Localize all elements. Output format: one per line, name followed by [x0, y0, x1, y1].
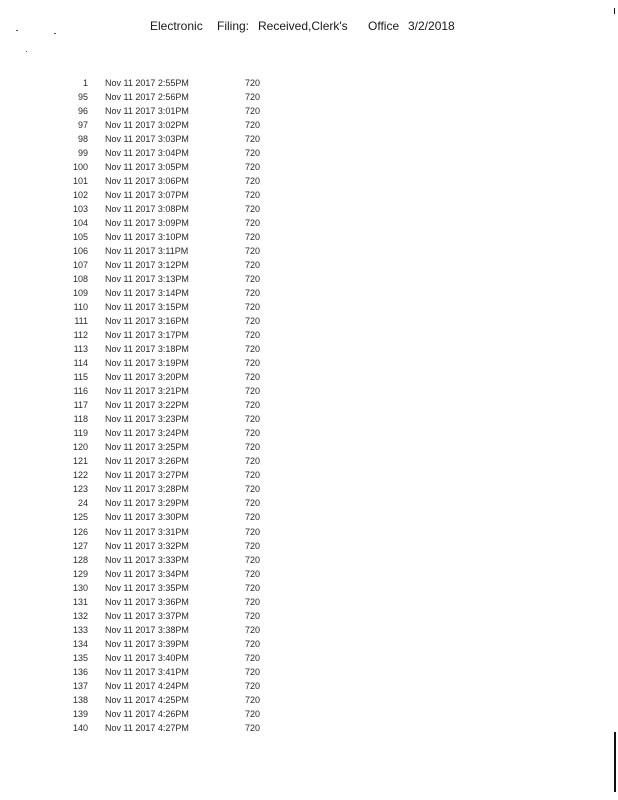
- row-value: 720: [244, 176, 260, 187]
- row-datetime: Nov 11 2017 3:04PM: [105, 148, 189, 159]
- row-value: 720: [244, 344, 260, 355]
- row-datetime: Nov 11 2017 3:40PM: [105, 652, 189, 663]
- row-number: 113: [73, 344, 88, 355]
- table-row: [0, 651, 618, 665]
- row-value: 720: [244, 274, 260, 285]
- row-value: 720: [244, 232, 260, 243]
- row-datetime: Nov 11 2017 3:26PM: [105, 456, 189, 467]
- row-value: 720: [244, 106, 260, 117]
- table-row: [0, 553, 618, 567]
- row-value: 720: [244, 624, 260, 635]
- row-number: 127: [72, 540, 88, 551]
- table-row: [0, 146, 618, 160]
- table-row: [0, 398, 618, 412]
- row-number: 138: [72, 694, 88, 705]
- row-number: 137: [72, 680, 88, 691]
- row-value: 720: [244, 218, 260, 229]
- table-row: [0, 623, 618, 637]
- row-datetime: Nov 11 2017 3:06PM: [105, 176, 189, 187]
- row-datetime: Nov 11 2017 3:24PM: [105, 428, 189, 439]
- row-datetime: Nov 11 2017 3:21PM: [105, 386, 189, 397]
- row-number: 98: [77, 134, 88, 145]
- row-datetime: Nov 11 2017 2:56PM: [105, 92, 189, 103]
- row-value: 720: [244, 694, 260, 705]
- row-value: 720: [244, 442, 260, 453]
- scan-edge-line: [614, 732, 616, 792]
- row-number: 117: [73, 400, 88, 411]
- row-number: 105: [72, 232, 88, 243]
- row-value: 720: [244, 204, 260, 215]
- row-number: 119: [73, 428, 88, 439]
- table-row: [0, 468, 618, 482]
- scan-speck: [26, 51, 27, 52]
- row-number: 97: [77, 120, 88, 131]
- table-row: [0, 314, 618, 328]
- table-row: [0, 679, 618, 693]
- row-number: 133: [72, 624, 88, 635]
- header-filing-date: 3/2/2018: [408, 19, 455, 33]
- row-number: 130: [72, 582, 88, 593]
- row-number: 115: [73, 372, 88, 383]
- row-value: 720: [244, 456, 260, 467]
- row-datetime: Nov 11 2017 3:27PM: [105, 470, 189, 481]
- row-number: 118: [73, 414, 88, 425]
- row-number: 96: [77, 106, 88, 117]
- table-row: [0, 300, 618, 314]
- table-row: [0, 510, 618, 524]
- table-row: [0, 286, 618, 300]
- row-number: 136: [72, 666, 88, 677]
- table-row: [0, 230, 618, 244]
- row-datetime: Nov 11 2017 3:36PM: [105, 596, 189, 607]
- row-value: 720: [244, 596, 260, 607]
- row-datetime: Nov 11 2017 3:25PM: [105, 442, 189, 453]
- table-row: [0, 342, 618, 356]
- row-number: 106: [72, 246, 88, 257]
- row-value: 720: [244, 246, 260, 257]
- row-value: 720: [244, 386, 260, 397]
- row-value: 720: [244, 316, 260, 327]
- row-value: 720: [244, 400, 260, 411]
- table-row: [0, 721, 618, 735]
- table-row: [0, 440, 618, 454]
- table-row: [0, 160, 618, 174]
- table-row: [0, 356, 618, 370]
- row-value: 720: [244, 288, 260, 299]
- row-value: 720: [244, 302, 260, 313]
- table-row: [0, 104, 618, 118]
- table-row: [0, 118, 618, 132]
- table-row: [0, 272, 618, 286]
- row-datetime: Nov 11 2017 3:18PM: [105, 344, 189, 355]
- table-row: [0, 665, 618, 679]
- row-datetime: Nov 11 2017 3:02PM: [105, 120, 189, 131]
- table-row: [0, 202, 618, 216]
- row-value: 720: [244, 414, 260, 425]
- row-datetime: Nov 11 2017 3:34PM: [105, 568, 189, 579]
- row-number: 134: [72, 638, 88, 649]
- row-number: 122: [72, 470, 88, 481]
- row-datetime: Nov 11 2017 3:17PM: [105, 330, 189, 341]
- row-datetime: Nov 11 2017 3:03PM: [105, 134, 189, 145]
- table-row: [0, 567, 618, 581]
- row-number: 1: [82, 78, 88, 88]
- row-value: 720: [244, 428, 260, 439]
- row-number: 139: [72, 708, 88, 719]
- table-row: [0, 174, 618, 188]
- row-value: 720: [244, 610, 260, 621]
- row-number: 108: [72, 274, 88, 285]
- table-row: [0, 90, 618, 104]
- row-datetime: Nov 11 2017 3:41PM: [105, 666, 189, 677]
- row-datetime: Nov 11 2017 3:09PM: [105, 218, 189, 229]
- table-row: [0, 454, 618, 468]
- table-row: [0, 496, 618, 510]
- row-number: 100: [72, 162, 88, 173]
- row-value: 720: [244, 148, 260, 159]
- row-value: 720: [244, 582, 260, 593]
- table-row: [0, 370, 618, 384]
- row-datetime: Nov 11 2017 3:13PM: [105, 274, 189, 285]
- row-value: 720: [244, 260, 260, 271]
- row-number: 101: [72, 176, 88, 187]
- row-datetime: Nov 11 2017 4:25PM: [105, 694, 189, 705]
- row-value: 720: [244, 554, 260, 565]
- row-value: 720: [244, 470, 260, 481]
- table-row: [0, 76, 618, 90]
- row-datetime: Nov 11 2017 3:14PM: [105, 288, 189, 299]
- row-number: 128: [72, 554, 88, 565]
- header-word-office: Office: [368, 19, 400, 33]
- row-value: 720: [244, 722, 260, 733]
- header-word-filing: Filing:: [217, 19, 250, 33]
- row-datetime: Nov 11 2017 3:35PM: [105, 582, 189, 593]
- row-number: 104: [72, 218, 88, 229]
- header-word-received: Received,Clerk's: [258, 19, 348, 33]
- row-value: 720: [244, 134, 260, 145]
- row-number: 114: [73, 358, 88, 369]
- scan-edge-mark: [614, 8, 615, 14]
- row-number: 102: [72, 190, 88, 201]
- row-number: 121: [72, 456, 88, 467]
- table-row: [0, 693, 618, 707]
- row-value: 720: [244, 652, 260, 663]
- row-value: 720: [244, 512, 260, 523]
- row-value: 720: [244, 120, 260, 131]
- row-number: 24: [77, 498, 88, 509]
- row-datetime: Nov 11 2017 4:27PM: [105, 722, 189, 733]
- row-number: 131: [72, 596, 88, 607]
- row-number: 135: [72, 652, 88, 663]
- row-datetime: Nov 11 2017 3:11PM: [105, 246, 189, 257]
- row-value: 720: [244, 484, 260, 495]
- filing-log-table: [0, 76, 618, 735]
- row-number: 109: [72, 288, 88, 299]
- header-word-electronic: Electronic: [150, 19, 203, 33]
- row-datetime: Nov 11 2017 3:33PM: [105, 554, 189, 565]
- scan-speck: [54, 33, 56, 34]
- table-row: [0, 188, 618, 202]
- row-value: 720: [244, 78, 260, 88]
- row-value: 720: [244, 540, 260, 551]
- table-row: [0, 244, 618, 258]
- row-datetime: Nov 11 2017 3:19PM: [105, 358, 189, 369]
- table-row: [0, 216, 618, 230]
- row-datetime: Nov 11 2017 3:38PM: [105, 624, 189, 635]
- row-datetime: Nov 11 2017 3:08PM: [105, 204, 189, 215]
- row-value: 720: [244, 92, 260, 103]
- row-datetime: Nov 11 2017 3:12PM: [105, 260, 189, 271]
- row-datetime: Nov 11 2017 3:16PM: [105, 316, 189, 327]
- row-number: 99: [77, 148, 88, 159]
- row-value: 720: [244, 568, 260, 579]
- row-number: 116: [73, 386, 88, 397]
- table-row: [0, 328, 618, 342]
- table-row: [0, 707, 618, 721]
- row-datetime: Nov 11 2017 3:23PM: [105, 414, 189, 425]
- row-value: 720: [244, 680, 260, 691]
- row-datetime: Nov 11 2017 3:22PM: [105, 400, 189, 411]
- row-number: 107: [72, 260, 88, 271]
- row-value: 720: [244, 708, 260, 719]
- row-number: 111: [74, 316, 88, 327]
- row-value: 720: [244, 498, 260, 509]
- row-number: 95: [77, 92, 88, 103]
- table-row: [0, 539, 618, 553]
- row-number: 123: [72, 484, 88, 495]
- row-value: 720: [244, 358, 260, 369]
- row-datetime: Nov 11 2017 3:29PM: [105, 498, 189, 509]
- row-datetime: Nov 11 2017 4:24PM: [105, 680, 189, 691]
- table-row: [0, 609, 618, 623]
- row-datetime: Nov 11 2017 3:28PM: [105, 484, 189, 495]
- row-number: 112: [73, 330, 88, 341]
- row-number: 129: [72, 568, 88, 579]
- row-datetime: Nov 11 2017 3:05PM: [105, 162, 189, 173]
- row-datetime: Nov 11 2017 3:32PM: [105, 540, 189, 551]
- row-datetime: Nov 11 2017 3:07PM: [105, 190, 189, 201]
- row-datetime: Nov 11 2017 4:26PM: [105, 708, 189, 719]
- table-row: [0, 595, 618, 609]
- row-number: 110: [73, 302, 88, 313]
- row-datetime: Nov 11 2017 2:55PM: [105, 78, 189, 88]
- row-number: 125: [72, 512, 88, 523]
- table-row: [0, 525, 618, 539]
- row-datetime: Nov 11 2017 3:01PM: [105, 106, 189, 117]
- row-value: 720: [244, 372, 260, 383]
- row-value: 720: [244, 526, 260, 537]
- row-datetime: Nov 11 2017 3:30PM: [105, 512, 189, 523]
- scan-speck: [16, 30, 18, 31]
- table-row: [0, 258, 618, 272]
- row-value: 720: [244, 330, 260, 341]
- row-datetime: Nov 11 2017 3:37PM: [105, 610, 189, 621]
- row-datetime: Nov 11 2017 3:31PM: [105, 526, 189, 537]
- row-number: 132: [72, 610, 88, 621]
- row-datetime: Nov 11 2017 3:39PM: [105, 638, 189, 649]
- row-value: 720: [244, 638, 260, 649]
- table-row: [0, 637, 618, 651]
- table-row: [0, 384, 618, 398]
- row-number: 140: [72, 722, 88, 733]
- table-row: [0, 426, 618, 440]
- row-value: 720: [244, 666, 260, 677]
- row-value: 720: [244, 162, 260, 173]
- table-row: [0, 482, 618, 496]
- table-row: [0, 412, 618, 426]
- row-number: 126: [72, 526, 88, 537]
- row-datetime: Nov 11 2017 3:10PM: [105, 232, 189, 243]
- table-row: [0, 132, 618, 146]
- row-number: 120: [72, 442, 88, 453]
- table-row: [0, 581, 618, 595]
- row-number: 103: [72, 204, 88, 215]
- row-datetime: Nov 11 2017 3:15PM: [105, 302, 189, 313]
- row-datetime: Nov 11 2017 3:20PM: [105, 372, 189, 383]
- row-value: 720: [244, 190, 260, 201]
